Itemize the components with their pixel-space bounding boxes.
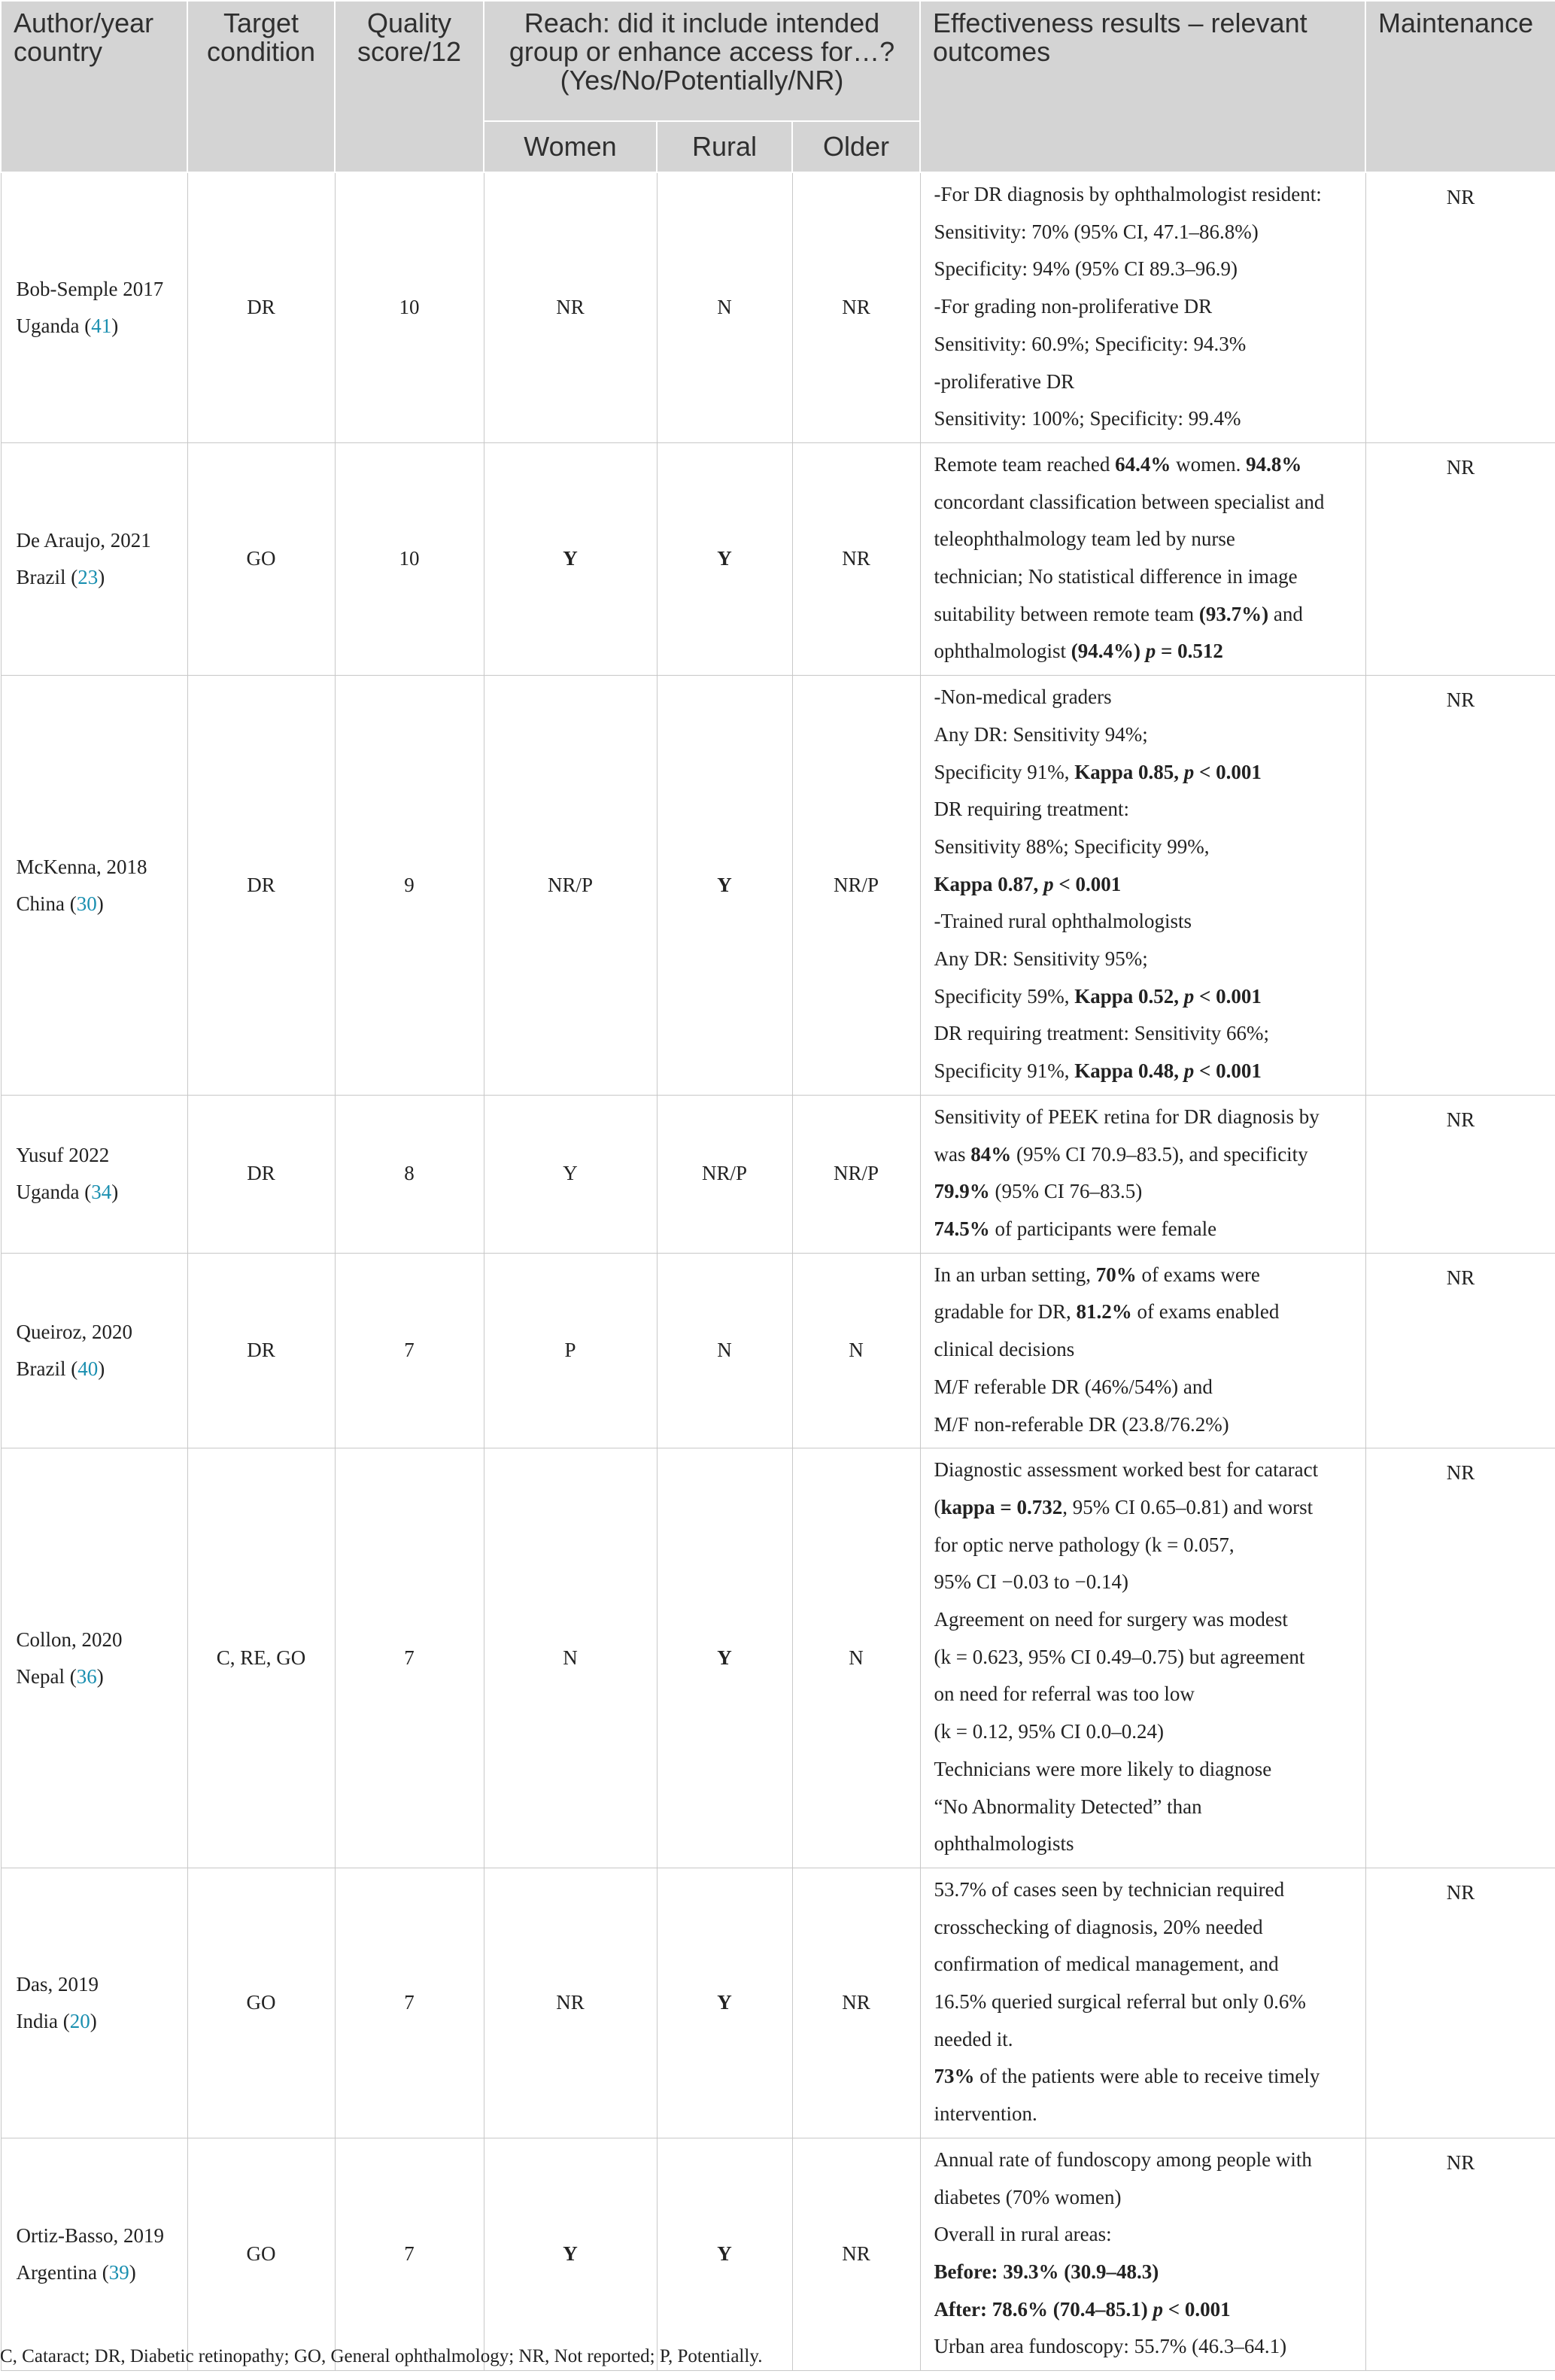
effectiveness-line <box>934 1639 1355 1676</box>
text-segment: p <box>1183 760 1195 783</box>
reference-link[interactable]: 20 <box>69 2009 90 2032</box>
author-cell <box>1 2138 187 2370</box>
author-cell <box>1 1253 187 1448</box>
text-segment: Diagnostic assessment worked best for cataract <box>934 1458 1319 1482</box>
text-segment: Any DR: Sensitivity 94%; <box>934 722 1148 746</box>
effectiveness-line <box>934 2096 1355 2133</box>
text-segment: Kappa 0.87, <box>934 872 1044 895</box>
reach-rural-cell: Y <box>657 2138 792 2370</box>
author-country-line: India (20) <box>16 2009 97 2032</box>
text-segment: p <box>1043 872 1054 895</box>
effectiveness-line <box>934 2216 1355 2254</box>
author-year: Collon, 2020 <box>16 1628 123 1651</box>
text-segment: Specificity 59%, <box>934 984 1075 1008</box>
effectiveness-line <box>934 1909 1355 1947</box>
author-year: De Araujo, 2021 <box>16 529 151 552</box>
reach-women-cell: NR <box>484 1868 657 2138</box>
reach-women-cell: P <box>484 1253 657 1448</box>
table-row <box>1 1868 1555 2138</box>
effectiveness-line <box>934 1983 1355 2021</box>
table-row <box>1 2138 1555 2370</box>
reach-women-cell: Y <box>484 1095 657 1253</box>
maintenance-cell: NR <box>1365 442 1555 675</box>
effectiveness-line <box>934 2328 1355 2366</box>
maintenance-cell: NR <box>1365 1095 1555 1253</box>
country: Argentina <box>16 2260 97 2284</box>
text-segment: Specificity 91%, <box>934 1059 1075 1083</box>
country: Uganda <box>16 1181 80 1204</box>
effectiveness-line <box>934 1601 1355 1639</box>
effectiveness-line <box>934 400 1355 438</box>
reach-women-cell: N <box>484 1448 657 1868</box>
effectiveness-cell <box>920 1868 1365 2138</box>
effectiveness-line <box>934 2021 1355 2059</box>
target-condition-cell: DR <box>187 1095 335 1253</box>
header-older: Older <box>792 121 920 172</box>
text-segment: After: 78.6% (70.4–85.1) <box>934 2297 1153 2321</box>
text-segment: teleophthalmology team led by nurse <box>934 527 1235 551</box>
text-segment: ophthalmologist <box>934 640 1071 663</box>
author-country-line: Brazil (23) <box>16 566 105 589</box>
reference-link[interactable]: 34 <box>91 1181 112 1204</box>
reference-link[interactable]: 30 <box>76 892 97 915</box>
effectiveness-line <box>934 2179 1355 2217</box>
effectiveness-line <box>934 1257 1355 1294</box>
header-target: Target condition <box>187 1 335 172</box>
reach-older-cell: NR <box>792 172 920 442</box>
text-segment: Specificity 91%, <box>934 760 1075 783</box>
text-segment: Sensitivity 88%; Specificity 99%, <box>934 834 1210 858</box>
target-condition-cell: DR <box>187 172 335 442</box>
reach-older-cell: NR <box>792 2138 920 2370</box>
header-effectiveness: Effectiveness results – relevant outcomes <box>920 1 1365 172</box>
text-segment: DR requiring treatment: Sensitivity 66%; <box>934 1022 1269 1045</box>
author-year: McKenna, 2018 <box>16 855 147 878</box>
text-segment: 16.5% queried surgical referral but only 0.6% <box>934 1990 1306 2014</box>
author-cell <box>1 1448 187 1868</box>
author-cell <box>1 1868 187 2138</box>
effectiveness-line <box>934 903 1355 941</box>
text-segment: diabetes (70% women) <box>934 2185 1122 2208</box>
text-segment: Overall in rural areas: <box>934 2223 1112 2246</box>
author-cell <box>1 1095 187 1253</box>
effectiveness-cell <box>920 442 1365 675</box>
quality-score-cell: 9 <box>335 676 484 1096</box>
reach-rural-cell: Y <box>657 1868 792 2138</box>
text-segment: ophthalmologists <box>934 1832 1074 1856</box>
effectiveness-line <box>934 326 1355 363</box>
text-segment: 53.7% of cases seen by technician required <box>934 1877 1285 1901</box>
maintenance-cell: NR <box>1365 1253 1555 1448</box>
text-segment: Sensitivity of PEEK retina for DR diagnosis by <box>934 1105 1320 1128</box>
effectiveness-line <box>934 1751 1355 1789</box>
effectiveness-line <box>934 1489 1355 1527</box>
effectiveness-line <box>934 1451 1355 1489</box>
text-segment: , 95% CI 0.65–0.81) and worst <box>1062 1495 1314 1518</box>
effectiveness-line <box>934 214 1355 251</box>
reach-rural-cell: N <box>657 172 792 442</box>
target-condition-cell: GO <box>187 442 335 675</box>
text-segment: M/F non-referable DR (23.8/76.2%) <box>934 1412 1229 1436</box>
text-segment: 95% CI −0.03 to −0.14) <box>934 1570 1128 1594</box>
text-segment: -For DR diagnosis by ophthalmologist resident: <box>934 183 1322 205</box>
effectiveness-cell <box>920 1095 1365 1253</box>
effectiveness-line <box>934 2058 1355 2096</box>
text-segment: -Non-medical graders <box>934 685 1112 709</box>
text-segment: (95% CI 70.9–83.5), and specificity <box>1011 1142 1308 1166</box>
effectiveness-line <box>934 1946 1355 1983</box>
text-segment: (94.4%) <box>1071 640 1140 663</box>
text-segment: M/F referable DR (46%/54%) and <box>934 1375 1213 1398</box>
header-rural: Rural <box>657 121 792 172</box>
reach-rural-cell: Y <box>657 676 792 1096</box>
text-segment: “No Abnormality Detected” than <box>934 1795 1202 1818</box>
text-segment: (k = 0.623, 95% CI 0.49–0.75) but agreement <box>934 1645 1305 1668</box>
author-cell <box>1 442 187 675</box>
country: India <box>16 2009 58 2032</box>
author-year: Bob-Semple 2017 <box>16 277 164 300</box>
effectiveness-line <box>934 1369 1355 1406</box>
text-segment: concordant classification between specialist and <box>934 490 1325 513</box>
text-segment: was <box>934 1142 971 1166</box>
quality-score-cell: 8 <box>335 1095 484 1253</box>
header-reach: Reach: did it include intended group or enhance access for…? (Yes/No/Potentially/NR) <box>484 1 920 121</box>
text-segment: p <box>1153 2297 1163 2321</box>
quality-score-cell: 7 <box>335 1868 484 2138</box>
effectiveness-line <box>934 941 1355 978</box>
text-segment: In an urban setting, <box>934 1263 1096 1286</box>
effectiveness-line <box>934 2254 1355 2291</box>
text-segment: crosschecking of diagnosis, 20% needed <box>934 1915 1263 1938</box>
reach-older-cell: NR/P <box>792 676 920 1096</box>
text-segment: Kappa 0.85, <box>1074 760 1184 783</box>
reference-link[interactable]: 23 <box>77 566 99 589</box>
effectiveness-line <box>934 1564 1355 1601</box>
target-condition-cell: DR <box>187 676 335 1096</box>
quality-score-cell: 7 <box>335 1448 484 1868</box>
text-segment: clinical decisions <box>934 1338 1075 1361</box>
text-segment: Sensitivity: 70% (95% CI, 47.1–86.8%) <box>934 220 1259 243</box>
quality-score-cell: 10 <box>335 442 484 675</box>
target-condition-cell: C, RE, GO <box>187 1448 335 1868</box>
header-author: Author/year country <box>1 1 187 172</box>
text-segment: (95% CI 76–83.5) <box>989 1180 1143 1203</box>
text-segment: Any DR: Sensitivity 95%; <box>934 947 1148 971</box>
maintenance-cell: NR <box>1365 1868 1555 2138</box>
reach-rural-cell: NR/P <box>657 1095 792 1253</box>
reach-women-cell: Y <box>484 2138 657 2370</box>
maintenance-cell: NR <box>1365 676 1555 1096</box>
effectiveness-line <box>934 1173 1355 1211</box>
text-segment: Sensitivity: 100%; Specificity: 99.4% <box>934 407 1241 430</box>
table-row <box>1 1448 1555 1868</box>
effectiveness-line <box>934 2291 1355 2329</box>
text-segment: gradable for DR, <box>934 1300 1077 1324</box>
reach-women-cell: NR <box>484 172 657 442</box>
reach-rural-cell: N <box>657 1253 792 1448</box>
reach-older-cell: N <box>792 1253 920 1448</box>
reach-rural-cell: Y <box>657 1448 792 1868</box>
text-segment: Technicians were more likely to diagnose <box>934 1757 1272 1780</box>
reach-older-cell: NR <box>792 1868 920 2138</box>
effectiveness-line <box>934 1099 1355 1136</box>
effectiveness-line <box>934 251 1355 288</box>
text-segment: Annual rate of fundoscopy among people with <box>934 2147 1312 2171</box>
quality-score-cell: 7 <box>335 1253 484 1448</box>
table-body <box>1 172 1555 2371</box>
text-segment: of exams enabled <box>1131 1300 1280 1324</box>
quality-score-cell: 7 <box>335 2138 484 2370</box>
effectiveness-line <box>934 1211 1355 1248</box>
text-segment: < 0.001 <box>1194 1059 1262 1083</box>
text-segment: ( <box>934 1495 941 1518</box>
effectiveness-line <box>934 1789 1355 1826</box>
effectiveness-cell <box>920 1448 1365 1868</box>
table-footnote: C, Cataract; DR, Diabetic retinopathy; GO, General ophthalmology; NR, Not reported; P, Potentially. <box>0 2346 763 2366</box>
effectiveness-cell <box>920 172 1365 442</box>
author-year: Queiroz, 2020 <box>16 1320 132 1343</box>
text-segment: 84% <box>970 1142 1012 1166</box>
reference-link[interactable]: 36 <box>76 1664 97 1688</box>
effectiveness-line <box>934 679 1355 716</box>
effectiveness-line <box>934 1053 1355 1090</box>
text-segment: Agreement on need for surgery was modest <box>934 1608 1288 1631</box>
maintenance-cell: NR <box>1365 2138 1555 2370</box>
table-row <box>1 676 1555 1096</box>
effectiveness-line <box>934 521 1355 558</box>
author-country-line: Argentina (39) <box>16 2260 136 2284</box>
text-segment: and <box>1268 602 1303 625</box>
effectiveness-line <box>934 363 1355 401</box>
effectiveness-line <box>934 754 1355 792</box>
effectiveness-line <box>934 1331 1355 1369</box>
table-row <box>1 1253 1555 1448</box>
target-condition-cell: DR <box>187 1253 335 1448</box>
text-segment: of the patients were able to receive timely <box>974 2065 1320 2088</box>
reach-older-cell: NR <box>792 442 920 675</box>
effectiveness-cell <box>920 2138 1365 2370</box>
author-cell <box>1 172 187 442</box>
author-country-line: China (30) <box>16 892 104 915</box>
effectiveness-line <box>934 484 1355 521</box>
effectiveness-line <box>934 1713 1355 1751</box>
effectiveness-line <box>934 596 1355 634</box>
effectiveness-line <box>934 176 1355 214</box>
effectiveness-line <box>934 1293 1355 1331</box>
reach-older-cell: NR/P <box>792 1095 920 1253</box>
text-segment: Urban area fundoscopy: 55.7% (46.3–64.1) <box>934 2335 1287 2358</box>
text-segment: confirmation of medical management, and <box>934 1953 1279 1976</box>
text-segment: technician; No statistical difference in image <box>934 565 1298 588</box>
text-segment: 64.4% <box>1115 452 1171 476</box>
effectiveness-line <box>934 1825 1355 1863</box>
table-header <box>1 1 1555 172</box>
text-segment <box>1140 640 1146 662</box>
text-segment: suitability between remote team <box>934 602 1199 625</box>
text-segment: = 0.512 <box>1156 640 1223 663</box>
header-quality: Quality score/12 <box>335 1 484 172</box>
text-segment: 74.5% <box>934 1217 990 1240</box>
effectiveness-line <box>934 866 1355 904</box>
author-year: Das, 2019 <box>16 1972 99 1995</box>
effectiveness-line <box>934 1136 1355 1174</box>
effectiveness-line <box>934 446 1355 484</box>
country: Nepal <box>16 1664 65 1688</box>
reference-link[interactable]: 39 <box>108 2260 129 2284</box>
author-country-line: Uganda (41) <box>16 314 119 337</box>
country: Brazil <box>16 566 66 589</box>
effectiveness-line <box>934 2141 1355 2179</box>
maintenance-cell: NR <box>1365 172 1555 442</box>
text-segment: DR requiring treatment: <box>934 798 1129 821</box>
effectiveness-line <box>934 288 1355 326</box>
effectiveness-line <box>934 716 1355 754</box>
effectiveness-line <box>934 558 1355 596</box>
text-segment: of exams were <box>1136 1263 1260 1286</box>
text-segment: Kappa 0.52, <box>1074 984 1184 1008</box>
effectiveness-line <box>934 633 1355 670</box>
effectiveness-line <box>934 1871 1355 1909</box>
text-segment: < 0.001 <box>1162 2297 1231 2321</box>
author-year: Yusuf 2022 <box>16 1144 110 1167</box>
text-segment: Before: 39.3% (30.9–48.3) <box>934 2260 1159 2283</box>
reference-link[interactable]: 40 <box>77 1357 99 1380</box>
table-row <box>1 1095 1555 1253</box>
text-segment: -For grading non-proliferative DR <box>934 295 1213 318</box>
author-country-line: Nepal (36) <box>16 1664 104 1688</box>
target-condition-cell: GO <box>187 2138 335 2370</box>
quality-score-cell: 10 <box>335 172 484 442</box>
header-maintenance: Maintenance <box>1365 1 1555 172</box>
author-country-line: Uganda (34) <box>16 1181 119 1204</box>
author-country-line: Brazil (40) <box>16 1357 105 1380</box>
text-segment: 81.2% <box>1076 1300 1132 1324</box>
text-segment: Specificity: 94% (95% CI 89.3–96.9) <box>934 257 1238 281</box>
country: Brazil <box>16 1357 66 1380</box>
effectiveness-cell <box>920 676 1365 1096</box>
table-row <box>1 442 1555 675</box>
effectiveness-line <box>934 791 1355 828</box>
author-year: Ortiz-Basso, 2019 <box>16 2223 164 2247</box>
text-segment: 73% <box>934 2065 975 2088</box>
effectiveness-cell <box>920 1253 1365 1448</box>
maintenance-cell: NR <box>1365 1448 1555 1868</box>
text-segment: (93.7%) <box>1198 602 1269 625</box>
reference-link[interactable]: 41 <box>91 314 112 337</box>
author-cell <box>1 676 187 1096</box>
table-row <box>1 172 1555 442</box>
text-segment: p <box>1183 1059 1195 1083</box>
text-segment: (k = 0.12, 95% CI 0.0–0.24) <box>934 1720 1164 1743</box>
text-segment: p <box>1145 640 1156 663</box>
text-segment: < 0.001 <box>1194 984 1262 1008</box>
reach-women-cell: Y <box>484 442 657 675</box>
text-segment: needed it. <box>934 2027 1013 2050</box>
effectiveness-line <box>934 1676 1355 1713</box>
header-women: Women <box>484 121 657 172</box>
target-condition-cell: GO <box>187 1868 335 2138</box>
text-segment: 94.8% <box>1246 452 1302 476</box>
effectiveness-line <box>934 1527 1355 1564</box>
text-segment: Remote team reached <box>934 452 1116 476</box>
text-segment: Sensitivity: 60.9%; Specificity: 94.3% <box>934 332 1247 355</box>
text-segment: -proliferative DR <box>934 369 1075 393</box>
effectiveness-line <box>934 1015 1355 1053</box>
country: Uganda <box>16 314 80 337</box>
effectiveness-line <box>934 828 1355 866</box>
reach-older-cell: N <box>792 1448 920 1868</box>
text-segment: Kappa 0.48, <box>1074 1059 1184 1083</box>
effectiveness-line <box>934 1406 1355 1444</box>
reach-women-cell: NR/P <box>484 676 657 1096</box>
text-segment: 79.9% <box>934 1180 990 1203</box>
text-segment: 70% <box>1095 1263 1137 1286</box>
text-segment: -Trained rural ophthalmologists <box>934 910 1192 933</box>
text-segment: intervention. <box>934 2102 1037 2126</box>
effectiveness-line <box>934 978 1355 1016</box>
text-segment: < 0.001 <box>1053 872 1122 895</box>
text-segment: p <box>1183 984 1195 1008</box>
text-segment: kappa = 0.732 <box>940 1495 1063 1518</box>
text-segment: of participants were female <box>989 1217 1217 1240</box>
reach-rural-cell: Y <box>657 442 792 675</box>
country: China <box>16 892 65 915</box>
text-segment: for optic nerve pathology (k = 0.057, <box>934 1533 1235 1556</box>
text-segment: on need for referral was too low <box>934 1682 1195 1706</box>
text-segment: women. <box>1171 452 1247 476</box>
text-segment: < 0.001 <box>1194 760 1262 783</box>
